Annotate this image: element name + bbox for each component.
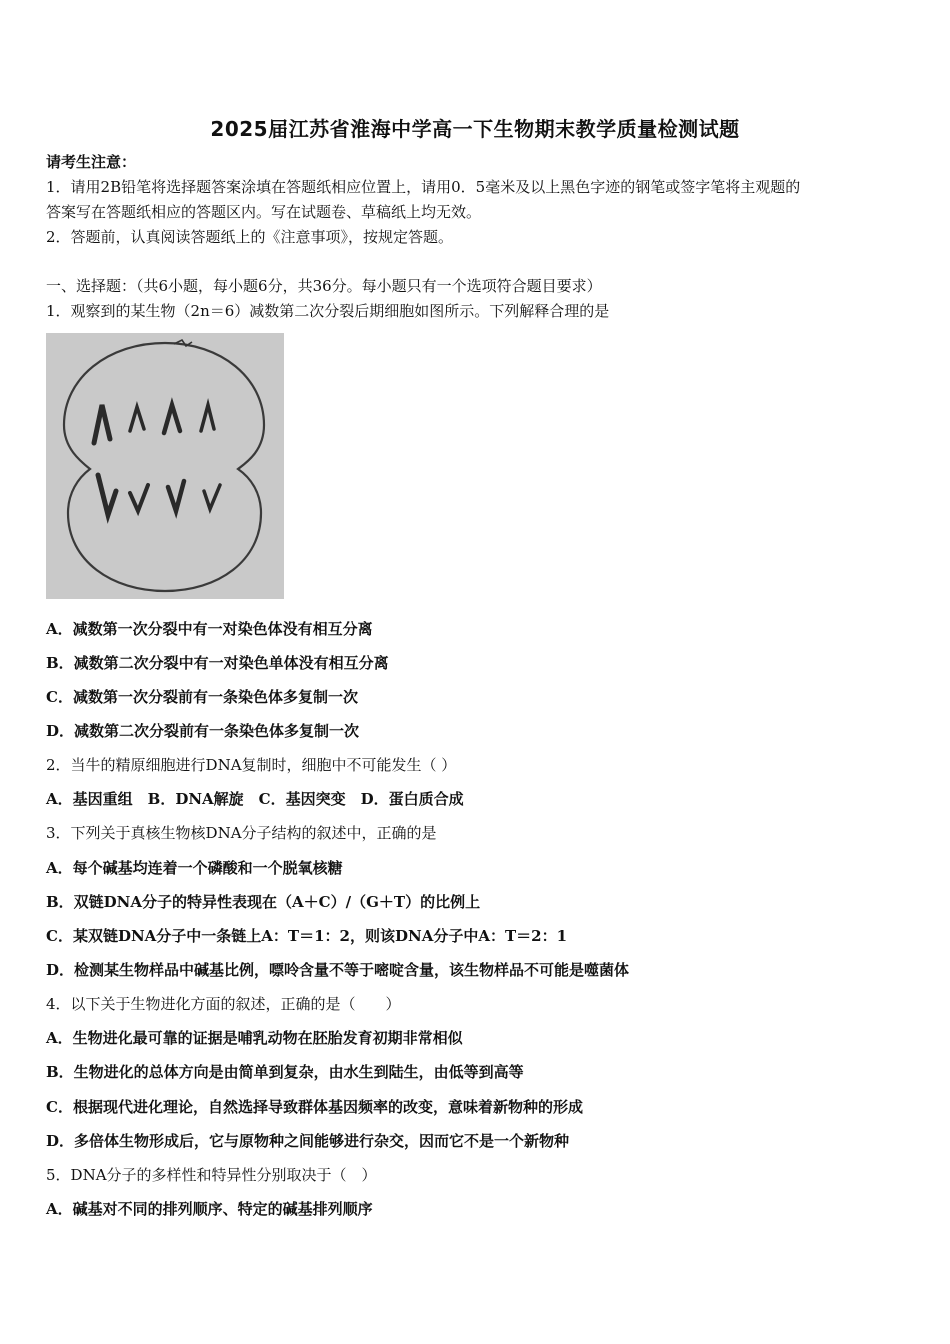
question-3-option-b: B．双链DNA分子的特异性表现在（A＋C）/（G＋T）的比例上 [46,893,481,911]
chromosome-upper-4 [201,405,214,431]
question-5-stem: 5．DNA分子的多样性和特异性分别取决于（ ） [46,1166,377,1184]
question-2-options: A．基因重组 B．DNA解旋 C．基因突变 D．蛋白质合成 [46,790,464,808]
question-3-option-c: C．某双链DNA分子中一条链上A：T＝1：2，则该DNA分子中A：T＝2：1 [46,927,568,945]
lower-chromosomes [98,475,220,515]
cell-division-figure [46,333,284,599]
notice-item-1-line-1: 1．请用2B铅笔将选择题答案涂填在答题纸相应位置上，请用0．5毫米及以上黑色字迹的钢笔或签字笔将主观题的 [46,178,801,196]
chromosome-lower-1 [98,475,116,515]
chromosome-lower-3 [168,481,184,511]
notice-item-2: 2．答题前，认真阅读答题纸上的《注意事项》，按规定答题。 [46,228,454,246]
notice-heading: 请考生注意： [46,153,137,171]
question-3-stem: 3．下列关于真核生物核DNA分子结构的叙述中，正确的是 [46,824,437,842]
section-heading: 一、选择题：（共6小题，每小题6分，共36分。每小题只有一个选项符合题目要求） [46,277,602,295]
question-1-stem: 1．观察到的某生物（2n＝6）减数第二次分裂后期细胞如图所示。下列解释合理的是 [46,302,610,320]
question-4-stem: 4．以下关于生物进化方面的叙述，正确的是（ ） [46,995,401,1013]
question-1-option-a: A．减数第一次分裂中有一对染色体没有相互分离 [46,620,373,638]
question-2-stem: 2．当牛的精原细胞进行DNA复制时，细胞中不可能发生（ ） [46,756,457,774]
page-title: 2025届江苏省淮海中学高一下生物期末教学质量检测试题 [210,117,740,141]
cell-membrane [64,343,264,591]
question-4-option-b: B．生物进化的总体方向是由简单到复杂，由水生到陆生，由低等到高等 [46,1063,524,1081]
chromosome-upper-2 [130,407,144,431]
question-5-option-a: A．碱基对不同的排列顺序、特定的碱基排列顺序 [46,1200,373,1218]
question-3-option-d: D．检测某生物样品中碱基比例，嘌呤含量不等于嘧啶含量，该生物样品不可能是噬菌体 [46,961,630,979]
chromosome-upper-1 [94,405,110,443]
question-1-option-b: B．减数第二次分裂中有一对染色单体没有相互分离 [46,654,389,672]
question-1-option-d: D．减数第二次分裂前有一条染色体多复制一次 [46,722,360,740]
question-3-option-a: A．每个碱基均连着一个磷酸和一个脱氧核糖 [46,859,343,877]
cell-division-diagram [46,333,284,599]
upper-chromosomes [94,405,214,443]
question-1-option-c: C．减数第一次分裂前有一条染色体多复制一次 [46,688,358,706]
chromosome-lower-4 [204,485,220,509]
notice-item-1-line-2: 答案写在答题纸相应的答题区内。写在试题卷、草稿纸上均无效。 [46,203,482,221]
chromosome-lower-2 [130,485,148,511]
chromosome-upper-3 [164,405,180,433]
question-4-option-c: C．根据现代进化理论，自然选择导致群体基因频率的改变，意味着新物种的形成 [46,1098,583,1116]
question-4-option-a: A．生物进化最可靠的证据是哺乳动物在胚胎发育初期非常相似 [46,1029,463,1047]
question-4-option-d: D．多倍体生物形成后，它与原物种之间能够进行杂交，因而它不是一个新物种 [46,1132,570,1150]
